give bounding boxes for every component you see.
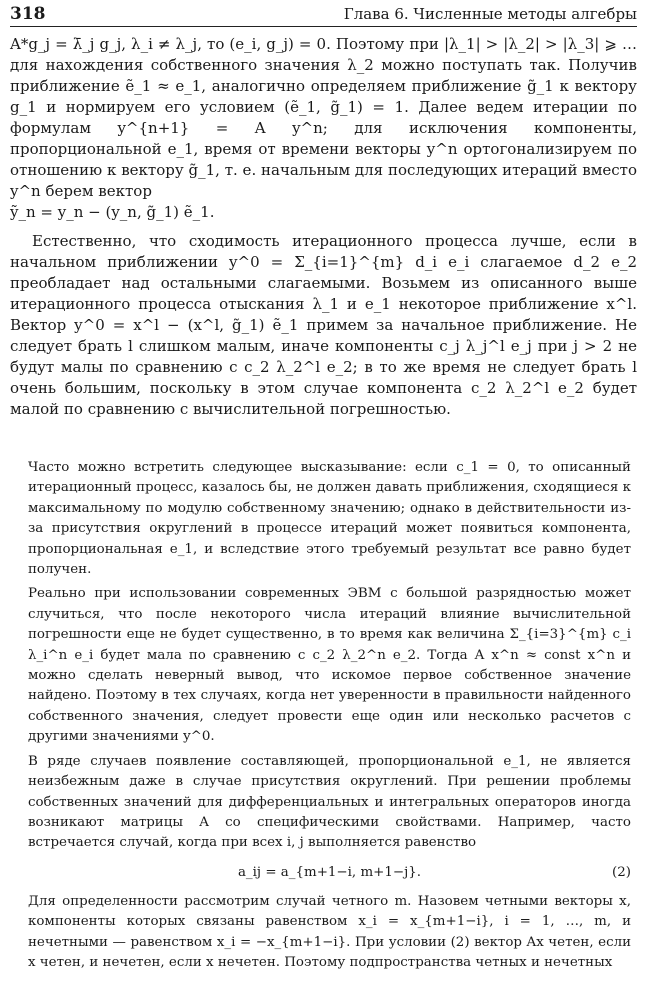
remark-block xyxy=(28,458,631,977)
page-number: 318 xyxy=(10,4,46,24)
running-title: Глава 6. Численные методы алгебры xyxy=(343,5,637,23)
remark-paragraph-4: Для определенности рассмотрим случай четного m. Назовем четными векторы x, компоненты которых связаны равенством x_i = x_{m+1−i}, i = 1, …, m, и нечетными — равенством x_i = −x_{m+1−i}. При условии (2) вектор Ax четен, если x четен, и нечетен, если x нечетен. Поэтому подпространства четных и нечетных xyxy=(28,893,631,970)
main-paragraph-2: Естественно, что сходимость итерационного процесса лучше, если в начальном приближении y^0 = Σ_{i=1}^{m} d_i e_i слагаемое d_2 e_2 преобладает над остальными слагаемыми. Возьмем из описанного выше итерационного процесса отыскания λ_1 и e_1 некоторое приближение x^l. Вектор y^0 = x^l − (x^l, g̃_1) ẽ_1 примем за начальное приближение. Не следует брать l слишком малым, иначе компоненты c_j λ_j^l e_j при j > 2 не будут малы по сравнению с c_2 λ_2^l e_2; в то же время не следует брать l очень большим, поскольку в этом случае компонента c_2 λ_2^l e_2 будет малой по сравнению с вычислительной погрешностью. xyxy=(10,232,637,418)
main-text xyxy=(10,34,637,420)
formula-orthogonalization: ỹ_n = y_n − (y_n, g̃_1) ẽ_1. xyxy=(10,203,215,221)
equation-number: (2) xyxy=(612,864,631,880)
equation-2: a_ij = a_{m+1−i, m+1−j}. xyxy=(237,864,422,880)
remark-paragraph-2: Реально при использовании современных ЭВМ с большой разрядностью может случиться, что после некоторого числа итераций влияние вычислительной погрешности еще не будет существенно, в то время как величина Σ_{i=3}^{m} c_i λ_i^n e_i будет мала по сравнению с c_2 λ_2^n e_2. Тогда A x^n ≈ const x^n и можно сделать неверный вывод, что искомое первое собственное значение найдено. Поэтому в тех случаях, когда нет уверенности в правильности найденного собственного значения, следует провести еще один или несколько расчетов с другими значениями y^0. xyxy=(28,586,631,745)
page-header xyxy=(10,4,637,27)
remark-paragraph-1: Часто можно встретить следующее высказывание: если c_1 = 0, то описанный итерационный процесс, казалось бы, не должен давать приближения, сходящиеся к максимальному по модулю собственному значению; однако в действительности из-за присутствия округлений в процессе итераций может появиться компонента, пропорциональная e_1, и вследствие этого требуемый результат все равно будет получен. xyxy=(28,460,631,578)
main-paragraph-1: A*g_j = λ̄_j g_j, λ_i ≠ λ_j, то (e_i, g_j) = 0. Поэтому при |λ_1| > |λ_2| > |λ_3| ⩾ … для нахождения собственного значения λ_2 можно поступать так. Получив приближение ẽ_1 ≈ e_1, аналогично определяем приближение g̃_1 к вектору g_1 и нормируем его условием (ẽ_1, g̃_1) = 1. Далее ведем итерации по формулам y^{n+1} = A y^n; для исключения компоненты, пропорциональной e_1, время от времени векторы y^n ортогонализируем по отношению к вектору g̃_1, т. е. начальным для последующих итераций вместо y^n берем вектор xyxy=(10,35,637,200)
remark-paragraph-3: В ряде случаев появление составляющей, пропорциональной e_1, не является неизбежным даже в случае присутствия округлений. При решении проблемы собственных значений для дифференциальных и интегральных операторов иногда возникают матрицы A со специфическими свойствами. Например, часто встречается случай, когда при всех i, j выполняется равенство xyxy=(28,753,631,851)
equation-row xyxy=(28,858,631,888)
